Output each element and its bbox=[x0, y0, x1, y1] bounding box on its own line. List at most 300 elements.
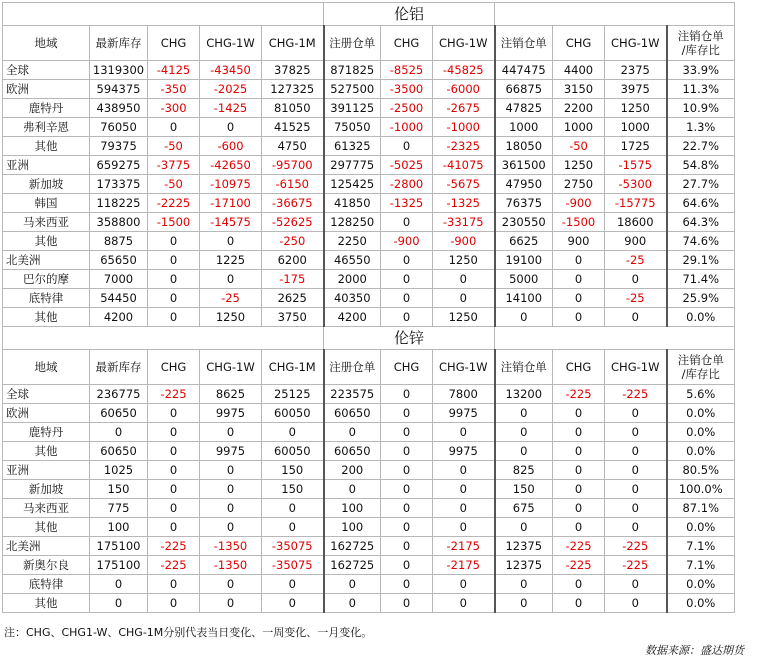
region-name: 北美洲 bbox=[3, 537, 90, 556]
table-cell: -25 bbox=[200, 289, 262, 308]
table-cell: 1725 bbox=[605, 137, 667, 156]
table-cell: 41850 bbox=[324, 194, 381, 213]
location-name: 韩国 bbox=[3, 194, 90, 213]
table-cell: 5.6% bbox=[667, 385, 735, 404]
location-row bbox=[3, 289, 735, 308]
table-cell: 0 bbox=[381, 251, 433, 270]
table-cell: 9975 bbox=[200, 404, 262, 423]
table-cell: 0 bbox=[262, 575, 324, 594]
table-cell: -41075 bbox=[433, 156, 495, 175]
table-cell: 0 bbox=[200, 499, 262, 518]
table-cell: 0 bbox=[262, 594, 324, 613]
table-cell: 0 bbox=[381, 461, 433, 480]
table-cell: 0 bbox=[381, 423, 433, 442]
table-cell: 6625 bbox=[495, 232, 553, 251]
table-cell: 0 bbox=[262, 499, 324, 518]
region-row bbox=[3, 537, 735, 556]
section-title-spacer bbox=[3, 327, 324, 350]
table-cell: -225 bbox=[605, 385, 667, 404]
table-cell: 0 bbox=[148, 575, 200, 594]
location-name: 其他 bbox=[3, 518, 90, 537]
table-cell: -225 bbox=[148, 556, 200, 575]
table-cell: 80.5% bbox=[667, 461, 735, 480]
table-cell: 8875 bbox=[90, 232, 148, 251]
table-cell: 0 bbox=[605, 499, 667, 518]
table-cell: 100 bbox=[324, 518, 381, 537]
table-cell: -1500 bbox=[553, 213, 605, 232]
column-header: CHG-1W bbox=[605, 26, 667, 61]
column-header: CHG-1W bbox=[200, 26, 262, 61]
section-title: 伦锌 bbox=[324, 327, 495, 350]
table-cell: -2025 bbox=[200, 80, 262, 99]
table-cell: 0 bbox=[433, 423, 495, 442]
table-cell: 0 bbox=[148, 461, 200, 480]
table-cell: 0 bbox=[148, 518, 200, 537]
table-cell: 71.4% bbox=[667, 270, 735, 289]
table-cell: 12375 bbox=[495, 537, 553, 556]
table-cell: -600 bbox=[200, 137, 262, 156]
table-cell: 7800 bbox=[433, 385, 495, 404]
table-cell: 12375 bbox=[495, 556, 553, 575]
data-source: 数据来源：盛达期货 bbox=[645, 644, 744, 657]
table-cell: 0 bbox=[200, 518, 262, 537]
column-header: 最新库存 bbox=[90, 350, 148, 385]
table-cell: 0 bbox=[90, 594, 148, 613]
column-header: CHG-1W bbox=[605, 350, 667, 385]
table-cell: -2175 bbox=[433, 537, 495, 556]
table-cell: 0 bbox=[148, 270, 200, 289]
table-cell: 0 bbox=[605, 308, 667, 327]
table-cell: 0.0% bbox=[667, 442, 735, 461]
table-cell: 5000 bbox=[495, 270, 553, 289]
table-cell: 127325 bbox=[262, 80, 324, 99]
table-cell: 358800 bbox=[90, 213, 148, 232]
table-cell: 0 bbox=[553, 270, 605, 289]
column-header: 注册仓单 bbox=[324, 350, 381, 385]
location-row bbox=[3, 213, 735, 232]
table-cell: 46550 bbox=[324, 251, 381, 270]
table-cell: -42650 bbox=[200, 156, 262, 175]
column-header: CHG bbox=[381, 350, 433, 385]
table-cell: 13200 bbox=[495, 385, 553, 404]
location-row bbox=[3, 556, 735, 575]
table-cell: -50 bbox=[148, 137, 200, 156]
location-row bbox=[3, 175, 735, 194]
table-cell: 0.0% bbox=[667, 308, 735, 327]
table-cell: 361500 bbox=[495, 156, 553, 175]
table-cell: 2000 bbox=[324, 270, 381, 289]
region-row bbox=[3, 461, 735, 480]
table-cell: 0 bbox=[381, 404, 433, 423]
location-row bbox=[3, 480, 735, 499]
table-cell: 0.0% bbox=[667, 575, 735, 594]
table-cell: 0 bbox=[433, 270, 495, 289]
table-cell: 47950 bbox=[495, 175, 553, 194]
location-row bbox=[3, 118, 735, 137]
table-cell: -43450 bbox=[200, 61, 262, 80]
table-cell: 0 bbox=[605, 461, 667, 480]
table-cell: 0 bbox=[495, 423, 553, 442]
table-cell: 0 bbox=[381, 480, 433, 499]
table-cell: 7000 bbox=[90, 270, 148, 289]
table-cell: -6150 bbox=[262, 175, 324, 194]
table-cell: 0 bbox=[381, 213, 433, 232]
location-row bbox=[3, 99, 735, 118]
table-cell: 0 bbox=[433, 575, 495, 594]
table-cell: -900 bbox=[553, 194, 605, 213]
table-cell: 54450 bbox=[90, 289, 148, 308]
table-cell: -17100 bbox=[200, 194, 262, 213]
table-cell: -15775 bbox=[605, 194, 667, 213]
table-cell: -4125 bbox=[148, 61, 200, 80]
table-cell: 2750 bbox=[553, 175, 605, 194]
location-row bbox=[3, 594, 735, 613]
table-cell: 0 bbox=[200, 270, 262, 289]
table-cell: -3775 bbox=[148, 156, 200, 175]
table-cell: 0 bbox=[553, 594, 605, 613]
location-row bbox=[3, 423, 735, 442]
table-cell: 223575 bbox=[324, 385, 381, 404]
table-cell: -900 bbox=[381, 232, 433, 251]
table-cell: 675 bbox=[495, 499, 553, 518]
table-cell: 79375 bbox=[90, 137, 148, 156]
table-cell: 0 bbox=[553, 575, 605, 594]
table-cell: -2800 bbox=[381, 175, 433, 194]
table-cell: 74.6% bbox=[667, 232, 735, 251]
table-cell: 18600 bbox=[605, 213, 667, 232]
table-cell: 0 bbox=[381, 499, 433, 518]
column-header: 注销仓单 bbox=[495, 26, 553, 61]
table-cell: 9975 bbox=[200, 442, 262, 461]
table-cell: -1500 bbox=[148, 213, 200, 232]
table-cell: 0 bbox=[90, 423, 148, 442]
location-name: 马来西亚 bbox=[3, 499, 90, 518]
table-cell: 175100 bbox=[90, 556, 148, 575]
table-cell: 3975 bbox=[605, 80, 667, 99]
table-cell: 150 bbox=[90, 480, 148, 499]
table-cell: 87.1% bbox=[667, 499, 735, 518]
table-cell: -5300 bbox=[605, 175, 667, 194]
table-cell: 0 bbox=[495, 308, 553, 327]
table-cell: -95700 bbox=[262, 156, 324, 175]
table-cell: -300 bbox=[148, 99, 200, 118]
table-cell: 162725 bbox=[324, 537, 381, 556]
table-cell: 1000 bbox=[553, 118, 605, 137]
table-cell: 871825 bbox=[324, 61, 381, 80]
location-name: 鹿特丹 bbox=[3, 99, 90, 118]
section-title: 伦铝 bbox=[324, 3, 495, 26]
table-cell: -33175 bbox=[433, 213, 495, 232]
table-cell: 33.9% bbox=[667, 61, 735, 80]
table-cell: 76375 bbox=[495, 194, 553, 213]
column-header: CHG bbox=[553, 26, 605, 61]
table-cell: -35075 bbox=[262, 556, 324, 575]
location-name: 新奥尔良 bbox=[3, 556, 90, 575]
table-cell: 0 bbox=[381, 289, 433, 308]
table-cell: 0 bbox=[381, 308, 433, 327]
location-name: 其他 bbox=[3, 442, 90, 461]
table-cell: 0 bbox=[495, 575, 553, 594]
table-cell: -1350 bbox=[200, 537, 262, 556]
table-cell: 64.6% bbox=[667, 194, 735, 213]
table-cell: -50 bbox=[553, 137, 605, 156]
table-cell: 0 bbox=[200, 575, 262, 594]
table-cell: 66875 bbox=[495, 80, 553, 99]
table-cell: 1025 bbox=[90, 461, 148, 480]
table-cell: 47825 bbox=[495, 99, 553, 118]
location-name: 其他 bbox=[3, 308, 90, 327]
column-header: CHG bbox=[148, 350, 200, 385]
location-name: 新加坡 bbox=[3, 480, 90, 499]
column-header: CHG-1M bbox=[262, 26, 324, 61]
table-cell: 0 bbox=[262, 423, 324, 442]
table-cell: 0 bbox=[605, 442, 667, 461]
table-cell: 0 bbox=[148, 251, 200, 270]
table-cell: 9975 bbox=[433, 442, 495, 461]
table-cell: 0 bbox=[148, 499, 200, 518]
table-cell: 0 bbox=[381, 270, 433, 289]
column-header: CHG-1W bbox=[433, 350, 495, 385]
table-cell: 1.3% bbox=[667, 118, 735, 137]
table-cell: 0 bbox=[148, 423, 200, 442]
table-cell: 527500 bbox=[324, 80, 381, 99]
table-cell: 0 bbox=[553, 308, 605, 327]
table-cell: 100 bbox=[324, 499, 381, 518]
table-cell: -2225 bbox=[148, 194, 200, 213]
region-name: 全球 bbox=[3, 61, 90, 80]
table-cell: -6000 bbox=[433, 80, 495, 99]
region-name: 欧洲 bbox=[3, 80, 90, 99]
table-cell: -350 bbox=[148, 80, 200, 99]
table-cell: -225 bbox=[605, 537, 667, 556]
table-cell: 0 bbox=[200, 461, 262, 480]
table-cell: 594375 bbox=[90, 80, 148, 99]
table-cell: 14100 bbox=[495, 289, 553, 308]
table-cell: -250 bbox=[262, 232, 324, 251]
table-cell: 0.0% bbox=[667, 518, 735, 537]
region-name: 欧洲 bbox=[3, 404, 90, 423]
table-cell: 2375 bbox=[605, 61, 667, 80]
table-cell: 19100 bbox=[495, 251, 553, 270]
table-cell: 64.3% bbox=[667, 213, 735, 232]
location-name: 其他 bbox=[3, 137, 90, 156]
table-cell: 60050 bbox=[262, 404, 324, 423]
table-cell: 0 bbox=[324, 423, 381, 442]
column-header: 注册仓单 bbox=[324, 26, 381, 61]
table-cell: -2675 bbox=[433, 99, 495, 118]
table-cell: 0 bbox=[148, 594, 200, 613]
table-cell: 0 bbox=[605, 594, 667, 613]
table-cell: 40350 bbox=[324, 289, 381, 308]
table-cell: -2175 bbox=[433, 556, 495, 575]
table-cell: 0 bbox=[553, 289, 605, 308]
table-cell: 0 bbox=[324, 575, 381, 594]
table-cell: 0 bbox=[381, 556, 433, 575]
table-cell: 75050 bbox=[324, 118, 381, 137]
table-cell: -3500 bbox=[381, 80, 433, 99]
table-cell: 162725 bbox=[324, 556, 381, 575]
table-cell: 438950 bbox=[90, 99, 148, 118]
table-cell: 1250 bbox=[433, 308, 495, 327]
table-cell: 0 bbox=[553, 518, 605, 537]
table-cell: -14575 bbox=[200, 213, 262, 232]
region-name: 亚洲 bbox=[3, 156, 90, 175]
location-row bbox=[3, 575, 735, 594]
table-cell: 37825 bbox=[262, 61, 324, 80]
section-title-spacer bbox=[495, 3, 735, 26]
table-cell: 150 bbox=[495, 480, 553, 499]
table-cell: 0 bbox=[148, 404, 200, 423]
table-cell: 825 bbox=[495, 461, 553, 480]
column-header: CHG-1W bbox=[433, 26, 495, 61]
location-row bbox=[3, 518, 735, 537]
location-row bbox=[3, 137, 735, 156]
table-cell: 0 bbox=[433, 289, 495, 308]
table-cell: 0 bbox=[200, 232, 262, 251]
region-name: 北美洲 bbox=[3, 251, 90, 270]
table-cell: 0 bbox=[381, 442, 433, 461]
table-cell: -10975 bbox=[200, 175, 262, 194]
location-row bbox=[3, 270, 735, 289]
footnote: 注：CHG、CHG1-W、CHG-1M分别代表当日变化、一周变化、一月变化。 bbox=[4, 626, 373, 639]
location-name: 鹿特丹 bbox=[3, 423, 90, 442]
table-cell: 175100 bbox=[90, 537, 148, 556]
table-cell: 0 bbox=[381, 518, 433, 537]
location-row bbox=[3, 442, 735, 461]
table-cell: 0 bbox=[605, 404, 667, 423]
table-cell: 60050 bbox=[262, 442, 324, 461]
column-header: CHG-1M bbox=[262, 350, 324, 385]
table-cell: 0 bbox=[148, 232, 200, 251]
table-cell: 0 bbox=[605, 480, 667, 499]
table-cell: 125425 bbox=[324, 175, 381, 194]
table-cell: 0 bbox=[553, 251, 605, 270]
table-cell: 659275 bbox=[90, 156, 148, 175]
column-header: 注销仓单 /库存比 bbox=[667, 350, 735, 385]
table-cell: 27.7% bbox=[667, 175, 735, 194]
table-cell: 1000 bbox=[495, 118, 553, 137]
table-cell: 0 bbox=[148, 480, 200, 499]
table-cell: 0 bbox=[148, 289, 200, 308]
table-cell: 60650 bbox=[324, 404, 381, 423]
table-cell: 41525 bbox=[262, 118, 324, 137]
location-name: 巴尔的摩 bbox=[3, 270, 90, 289]
location-name: 马来西亚 bbox=[3, 213, 90, 232]
table-cell: -225 bbox=[605, 556, 667, 575]
table-cell: 0 bbox=[433, 594, 495, 613]
table-cell: -25 bbox=[605, 251, 667, 270]
table-cell: 391125 bbox=[324, 99, 381, 118]
table-cell: -175 bbox=[262, 270, 324, 289]
table-cell: 0 bbox=[324, 480, 381, 499]
table-cell: 0 bbox=[148, 442, 200, 461]
table-cell: 1250 bbox=[605, 99, 667, 118]
table-cell: 4200 bbox=[90, 308, 148, 327]
table-cell: 0 bbox=[200, 594, 262, 613]
table-cell: 0 bbox=[200, 480, 262, 499]
table-cell: 0 bbox=[200, 118, 262, 137]
location-name: 底特律 bbox=[3, 575, 90, 594]
table-cell: 81050 bbox=[262, 99, 324, 118]
table-cell: 900 bbox=[605, 232, 667, 251]
table-cell: 0 bbox=[553, 423, 605, 442]
table-cell: 61325 bbox=[324, 137, 381, 156]
table-cell: 150 bbox=[262, 461, 324, 480]
table-cell: 0 bbox=[553, 499, 605, 518]
table-cell: 0 bbox=[433, 461, 495, 480]
table-cell: 0 bbox=[433, 499, 495, 518]
table-cell: -1575 bbox=[605, 156, 667, 175]
table-cell: 900 bbox=[553, 232, 605, 251]
table-cell: -5025 bbox=[381, 156, 433, 175]
table-cell: 0 bbox=[381, 137, 433, 156]
column-header: 地域 bbox=[3, 350, 90, 385]
table-cell: -225 bbox=[148, 537, 200, 556]
table-cell: 200 bbox=[324, 461, 381, 480]
table-cell: -25 bbox=[605, 289, 667, 308]
table-cell: -36675 bbox=[262, 194, 324, 213]
table-cell: -1425 bbox=[200, 99, 262, 118]
section-title-row bbox=[3, 327, 735, 350]
table-cell: -1325 bbox=[433, 194, 495, 213]
table-cell: -50 bbox=[148, 175, 200, 194]
table-cell: -225 bbox=[553, 385, 605, 404]
table-cell: 0 bbox=[381, 575, 433, 594]
table-cell: 65650 bbox=[90, 251, 148, 270]
column-header: CHG bbox=[553, 350, 605, 385]
region-row bbox=[3, 61, 735, 80]
table-cell: -1000 bbox=[381, 118, 433, 137]
table-cell: 0 bbox=[495, 518, 553, 537]
table-cell: 1250 bbox=[433, 251, 495, 270]
table-cell: 0 bbox=[605, 518, 667, 537]
table-cell: -1325 bbox=[381, 194, 433, 213]
location-name: 其他 bbox=[3, 232, 90, 251]
table-cell: -52625 bbox=[262, 213, 324, 232]
table-cell: 10.9% bbox=[667, 99, 735, 118]
table-cell: -45825 bbox=[433, 61, 495, 80]
table-cell: 4750 bbox=[262, 137, 324, 156]
table-cell: 230550 bbox=[495, 213, 553, 232]
table-cell: 8625 bbox=[200, 385, 262, 404]
region-name: 全球 bbox=[3, 385, 90, 404]
table-cell: 0.0% bbox=[667, 423, 735, 442]
table-cell: 54.8% bbox=[667, 156, 735, 175]
table-cell: -5675 bbox=[433, 175, 495, 194]
table-cell: 2250 bbox=[324, 232, 381, 251]
table-cell: 7.1% bbox=[667, 556, 735, 575]
table-cell: 9975 bbox=[433, 404, 495, 423]
table-cell: 2200 bbox=[553, 99, 605, 118]
column-header-row bbox=[3, 350, 735, 385]
table-cell: 6200 bbox=[262, 251, 324, 270]
region-row bbox=[3, 156, 735, 175]
table-cell: 0 bbox=[90, 575, 148, 594]
column-header: CHG-1W bbox=[200, 350, 262, 385]
table-cell: 0 bbox=[553, 461, 605, 480]
table-cell: 0 bbox=[495, 442, 553, 461]
location-name: 新加坡 bbox=[3, 175, 90, 194]
table-cell: 11.3% bbox=[667, 80, 735, 99]
table-cell: 29.1% bbox=[667, 251, 735, 270]
location-name: 底特律 bbox=[3, 289, 90, 308]
table-cell: -2500 bbox=[381, 99, 433, 118]
table-cell: 0 bbox=[381, 385, 433, 404]
table-cell: 60650 bbox=[324, 442, 381, 461]
table-cell: 60650 bbox=[90, 404, 148, 423]
table-cell: -225 bbox=[553, 556, 605, 575]
column-header: 最新库存 bbox=[90, 26, 148, 61]
